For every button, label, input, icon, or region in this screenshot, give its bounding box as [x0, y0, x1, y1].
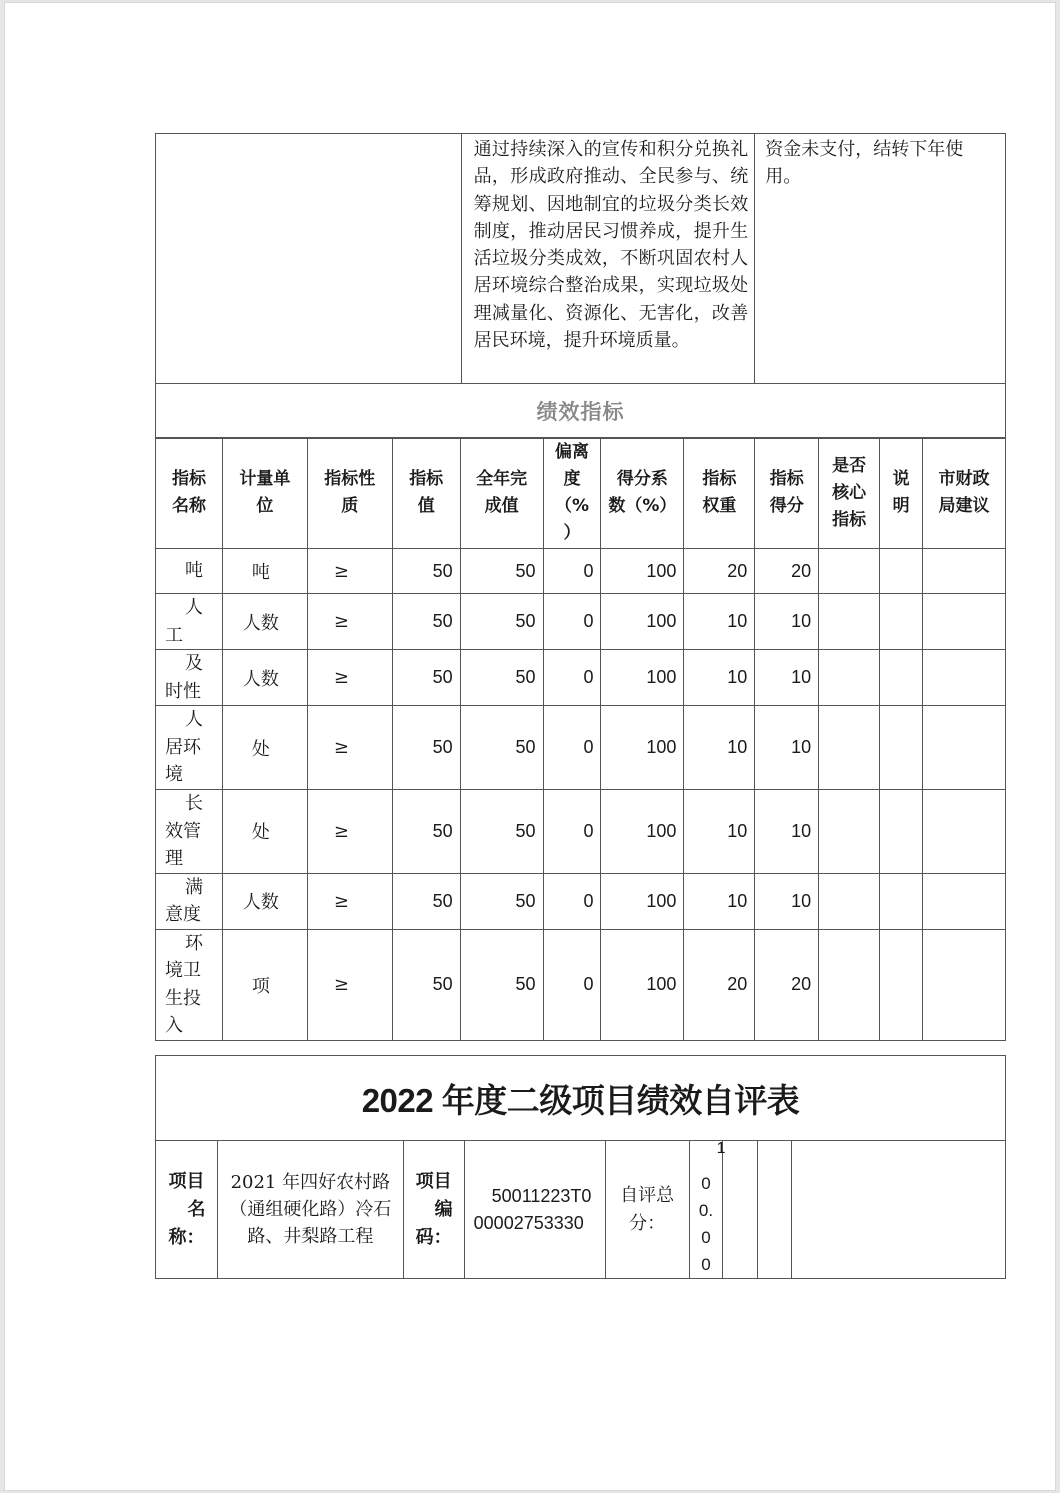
empty-cell	[156, 134, 462, 384]
unit-cell: 处	[222, 790, 307, 874]
header-score: 指标 得分	[755, 438, 819, 549]
indicator-name-cell: 及 时性	[156, 650, 223, 706]
advice-cell	[923, 790, 1006, 874]
document-page	[5, 3, 1055, 1490]
self-score-superscript: 1	[716, 1140, 726, 1157]
header-nature: 指标性 质	[307, 438, 392, 549]
weight-cell: 10	[684, 873, 755, 929]
indicator-name-cell: 环 境卫 生投 入	[156, 929, 223, 1040]
header-indicator-name: 指标 名称	[156, 438, 223, 549]
metrics-row	[156, 790, 1006, 874]
unit-cell: 人数	[222, 873, 307, 929]
evaluation-table	[155, 1055, 1006, 1279]
weight-cell: 10	[684, 790, 755, 874]
coef-cell: 100	[601, 790, 684, 874]
unit-cell: 人数	[222, 650, 307, 706]
weight-cell: 10	[684, 594, 755, 650]
target-cell: 50	[392, 549, 460, 594]
unit-cell: 吨	[222, 549, 307, 594]
score-cell: 10	[755, 650, 819, 706]
unit-cell: 人数	[222, 594, 307, 650]
advice-cell	[923, 873, 1006, 929]
empty-cell	[792, 1141, 1006, 1279]
coef-cell: 100	[601, 873, 684, 929]
metrics-row	[156, 594, 1006, 650]
advice-cell	[923, 706, 1006, 790]
actual-cell: 50	[460, 706, 543, 790]
metrics-row	[156, 873, 1006, 929]
indicator-name-cell: 人 工	[156, 594, 223, 650]
target-cell: 50	[392, 790, 460, 874]
remark-cell	[880, 549, 923, 594]
header-remark: 说 明	[880, 438, 923, 549]
project-name-label: 项目 名 称：	[156, 1141, 218, 1279]
funding-note: 资金未支付，结转下年使用。	[755, 134, 1006, 384]
metrics-row	[156, 650, 1006, 706]
metrics-row	[156, 706, 1006, 790]
header-weight: 指标 权重	[684, 438, 755, 549]
nature-cell: ≥	[307, 549, 392, 594]
target-cell: 50	[392, 929, 460, 1040]
empty-cell	[758, 1141, 792, 1279]
project-name-value: 2021 年四好农村路（通组硬化路）冷石路、井梨路工程	[217, 1141, 403, 1279]
indicator-name-cell: 吨	[156, 549, 223, 594]
deviation-cell: 0	[543, 790, 601, 874]
nature-cell: ≥	[307, 650, 392, 706]
empty-cell	[723, 1141, 758, 1279]
remark-cell	[880, 706, 923, 790]
score-cell: 20	[755, 929, 819, 1040]
core-cell	[819, 706, 880, 790]
header-annual-actual: 全年完 成值	[460, 438, 543, 549]
project-code-label: 项目 编 码：	[403, 1141, 464, 1279]
core-cell	[819, 549, 880, 594]
core-cell	[819, 650, 880, 706]
nature-cell: ≥	[307, 929, 392, 1040]
unit-cell: 处	[222, 706, 307, 790]
nature-cell: ≥	[307, 790, 392, 874]
target-cell: 50	[392, 594, 460, 650]
remark-cell	[880, 594, 923, 650]
metrics-row	[156, 929, 1006, 1040]
actual-cell: 50	[460, 594, 543, 650]
score-cell: 10	[755, 706, 819, 790]
self-score-value: 1 0 0. 0 0	[689, 1141, 723, 1279]
section-title: 绩效指标	[156, 384, 1006, 439]
metrics-row	[156, 549, 1006, 594]
metrics-header-row	[156, 438, 1006, 549]
deviation-cell: 0	[543, 706, 601, 790]
coef-cell: 100	[601, 650, 684, 706]
weight-cell: 10	[684, 706, 755, 790]
weight-cell: 20	[684, 929, 755, 1040]
advice-cell	[923, 549, 1006, 594]
nature-cell: ≥	[307, 873, 392, 929]
header-unit: 计量单 位	[222, 438, 307, 549]
target-cell: 50	[392, 650, 460, 706]
core-cell	[819, 790, 880, 874]
remark-cell	[880, 650, 923, 706]
header-score-coefficient: 得分系 数（%）	[601, 438, 684, 549]
target-cell: 50	[392, 706, 460, 790]
indicator-name-cell: 满 意度	[156, 873, 223, 929]
score-cell: 20	[755, 549, 819, 594]
header-deviation: 偏离 度 （% ）	[543, 438, 601, 549]
advice-cell	[923, 650, 1006, 706]
deviation-cell: 0	[543, 873, 601, 929]
nature-cell: ≥	[307, 594, 392, 650]
coef-cell: 100	[601, 594, 684, 650]
weight-cell: 10	[684, 650, 755, 706]
remark-cell	[880, 873, 923, 929]
unit-cell: 项	[222, 929, 307, 1040]
target-cell: 50	[392, 873, 460, 929]
advice-cell	[923, 594, 1006, 650]
actual-cell: 50	[460, 929, 543, 1040]
actual-cell: 50	[460, 873, 543, 929]
core-cell	[819, 594, 880, 650]
core-cell	[819, 873, 880, 929]
actual-cell: 50	[460, 650, 543, 706]
metrics-table	[155, 437, 1006, 1041]
indicator-name-cell: 人 居环 境	[156, 706, 223, 790]
deviation-cell: 0	[543, 594, 601, 650]
nature-cell: ≥	[307, 706, 392, 790]
remark-cell	[880, 790, 923, 874]
deviation-cell: 0	[543, 929, 601, 1040]
self-score-label: 自评总 分：	[605, 1141, 689, 1279]
header-is-core: 是否 核心 指标	[819, 438, 880, 549]
header-finance-advice: 市财政 局建议	[923, 438, 1006, 549]
deviation-cell: 0	[543, 549, 601, 594]
remark-cell	[880, 929, 923, 1040]
header-target-value: 指标 值	[392, 438, 460, 549]
score-cell: 10	[755, 873, 819, 929]
weight-cell: 20	[684, 549, 755, 594]
score-cell: 10	[755, 594, 819, 650]
advice-cell	[923, 929, 1006, 1040]
actual-cell: 50	[460, 549, 543, 594]
core-cell	[819, 929, 880, 1040]
evaluation-title: 2022 年度二级项目绩效自评表	[156, 1056, 1006, 1141]
deviation-cell: 0	[543, 650, 601, 706]
coef-cell: 100	[601, 929, 684, 1040]
coef-cell: 100	[601, 549, 684, 594]
project-code-value: 50011223T0 00002753330	[464, 1141, 605, 1279]
coef-cell: 100	[601, 706, 684, 790]
actual-cell: 50	[460, 790, 543, 874]
continued-table	[155, 133, 1006, 439]
indicator-name-cell: 长 效管 理	[156, 790, 223, 874]
goal-description: 通过持续深入的宣传和积分兑换礼品，形成政府推动、全民参与、统筹规划、因地制宜的垃圾分类长效制度，推动居民习惯养成，提升生活垃圾分类成效，不断巩固农村人居环境综合整治成果，实现垃圾处理减量化、资源化、无害化，改善居民环境，提升环境质量。	[461, 134, 755, 384]
score-cell: 10	[755, 790, 819, 874]
